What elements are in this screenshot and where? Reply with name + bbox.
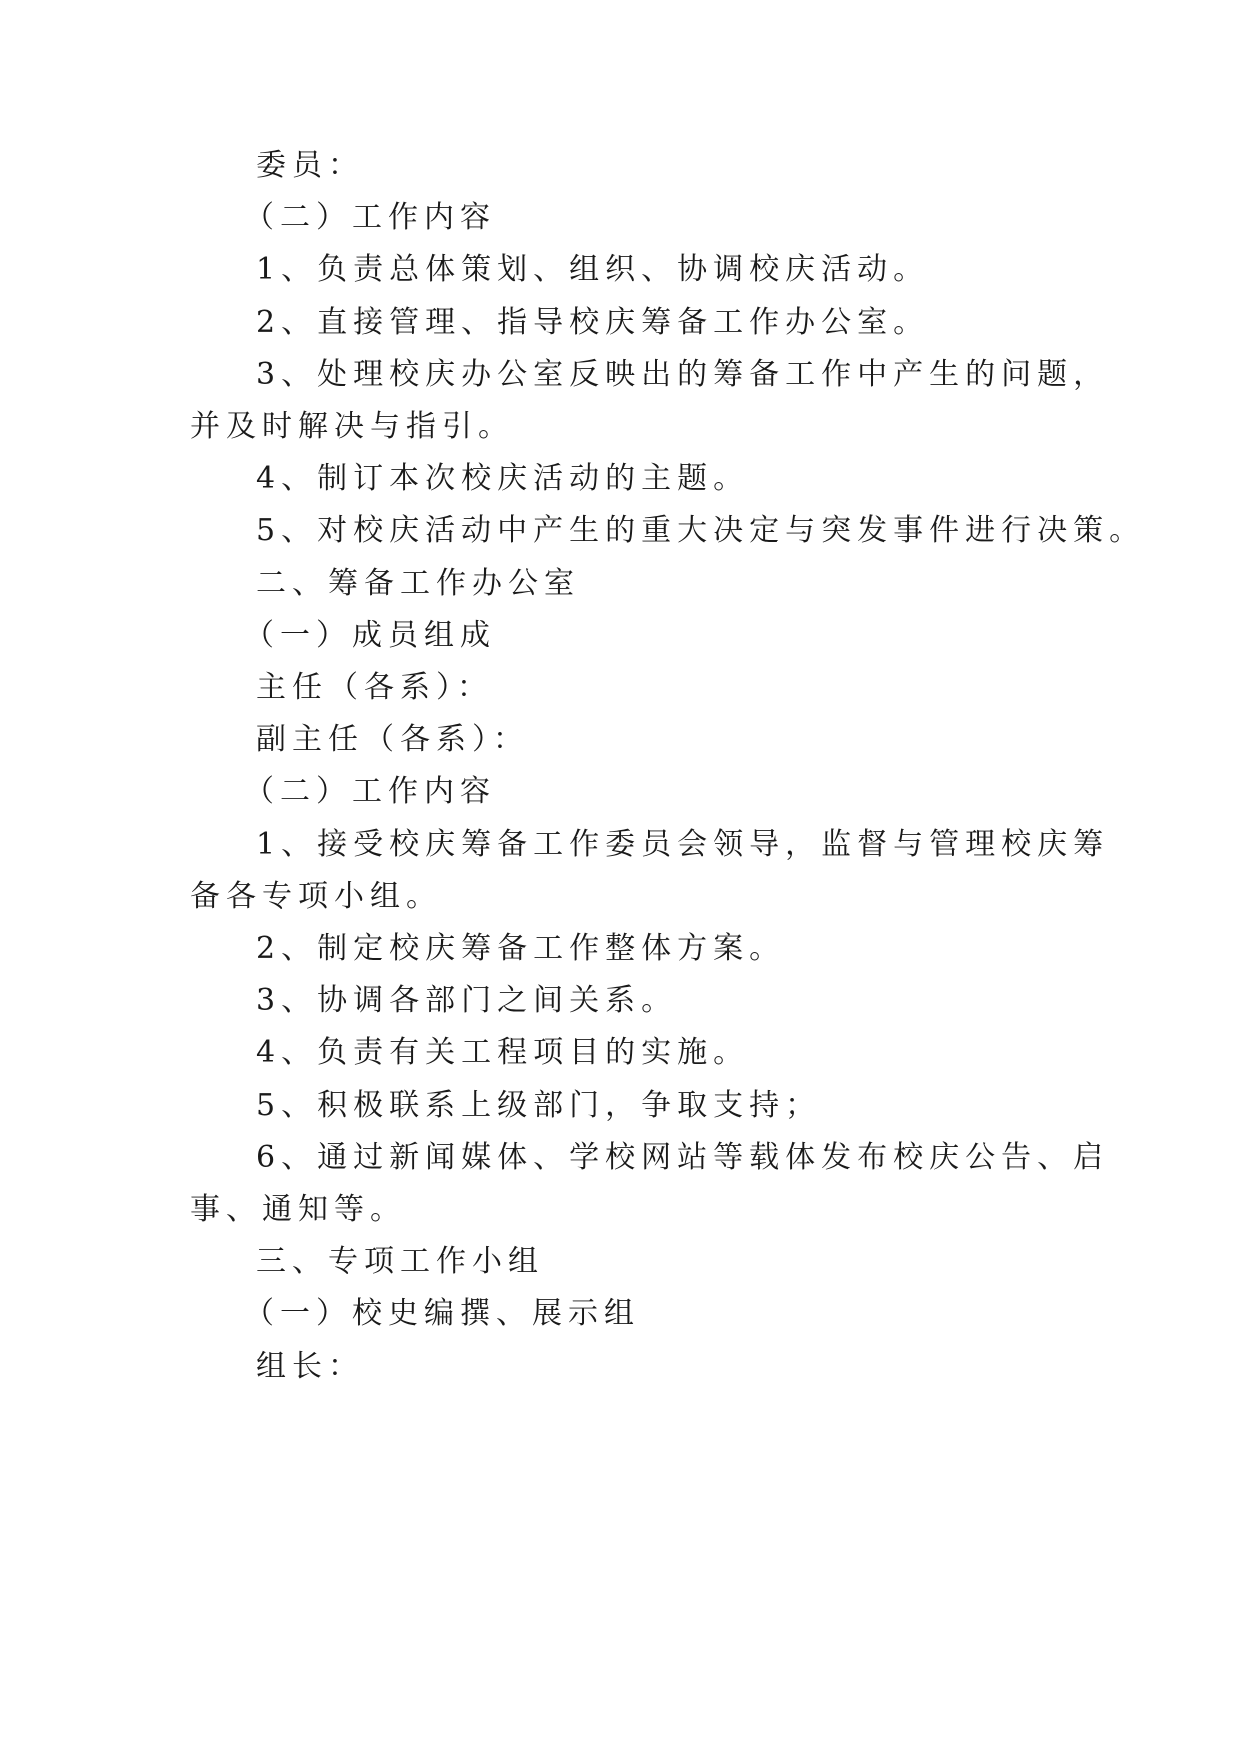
text-line: 4、制订本次校庆活动的主题。	[256, 461, 750, 496]
text-line: （一）成员组成	[244, 618, 496, 653]
text-line: 三、专项工作小组	[256, 1244, 544, 1279]
text-line: （二）工作内容	[244, 200, 496, 235]
text-line: 4、负责有关工程项目的实施。	[256, 1035, 750, 1070]
text-line: 副主任（各系）：	[256, 722, 529, 757]
text-line: 事、通知等。	[190, 1192, 406, 1227]
text-line: 5、积极联系上级部门，争取支持；	[256, 1088, 822, 1123]
text-line: （一）校史编撰、展示组	[244, 1296, 640, 1331]
text-line: 委员：	[256, 148, 364, 183]
text-line: 主任（各系）：	[256, 670, 493, 705]
text-line: 1、接受校庆筹备工作委员会领导，监督与管理校庆筹	[256, 827, 1110, 862]
text-line: 组长：	[256, 1349, 364, 1384]
text-line: 备各专项小组。	[190, 879, 442, 914]
text-line: 二、筹备工作办公室	[256, 566, 580, 601]
text-line: 2、直接管理、指导校庆筹备工作办公室。	[256, 305, 930, 340]
text-line: 1、负责总体策划、组织、协调校庆活动。	[256, 252, 930, 287]
text-line: 并及时解决与指引。	[190, 409, 514, 444]
text-line: 5、对校庆活动中产生的重大决定与突发事件进行决策。	[256, 513, 1146, 548]
text-line: 2、制定校庆筹备工作整体方案。	[256, 931, 786, 966]
text-line: （二）工作内容	[244, 774, 496, 809]
text-line: 3、协调各部门之间关系。	[256, 983, 678, 1018]
text-line: 6、通过新闻媒体、学校网站等载体发布校庆公告、启	[256, 1140, 1110, 1175]
text-line: 3、处理校庆办公室反映出的筹备工作中产生的问题，	[256, 357, 1110, 392]
